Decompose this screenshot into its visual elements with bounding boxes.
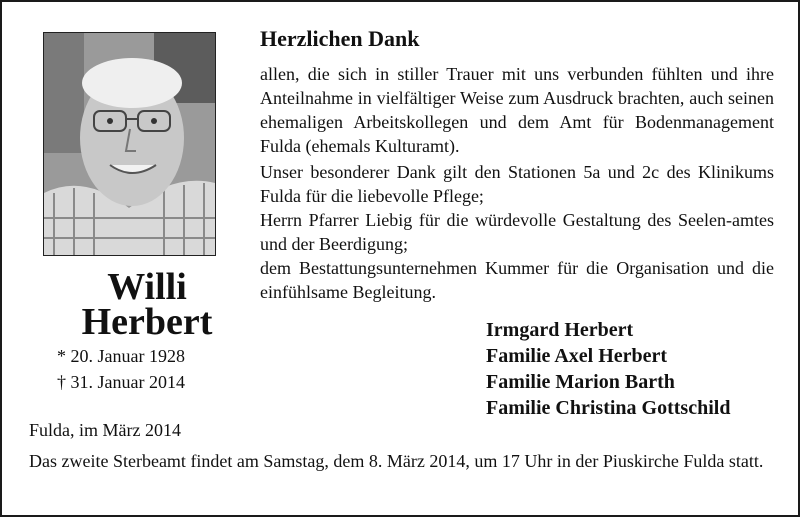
signer: Irmgard Herbert [486,319,634,341]
portrait-photo [43,32,216,256]
deceased-first-name: Willi [107,266,187,308]
thanks-paragraph: allen, die sich in stiller Trauer mit uns verbunden fühlten und ihre Anteilnahme in vielfältiger Weise zum Ausdruck brachten, auch seinen ehemaligen Arbeitskollegen und dem Amt für Bodenmanagement Fulda (ehemals Kulturamt). [260,64,774,156]
thanks-heading: Herzlichen Dank [260,26,420,51]
place-date: Fulda, im März 2014 [29,420,181,440]
birth-date: * 20. Januar 1928 [57,346,185,366]
deceased-last-name: Herbert [81,301,213,343]
death-date: † 31. Januar 2014 [57,372,185,392]
special-thanks-line: Herrn Pfarrer Liebig für die würdevolle Gestaltung des Seelen-amtes und der Beerdigung; [260,210,774,254]
special-thanks-line: dem Bestattungsunternehmen Kummer für die Organisation und die einfühlsame Begleitung. [260,258,774,302]
special-thanks-line: Unser besonderer Dank gilt den Stationen 5a und 2c des Klinikums Fulda für die liebevolle Pflege; [260,162,774,206]
portrait-photo-image [44,33,215,255]
deceased-name [22,266,272,343]
special-thanks-paragraph [260,160,774,304]
closing-note: Das zweite Sterbeamt findet am Samstag, dem 8. März 2014, um 17 Uhr in der Piuskirche Fulda statt. [29,451,764,471]
signer: Familie Christina Gottschild [486,397,731,419]
signer: Familie Axel Herbert [486,345,668,367]
signer: Familie Marion Barth [486,371,675,393]
signers-list [486,317,730,421]
